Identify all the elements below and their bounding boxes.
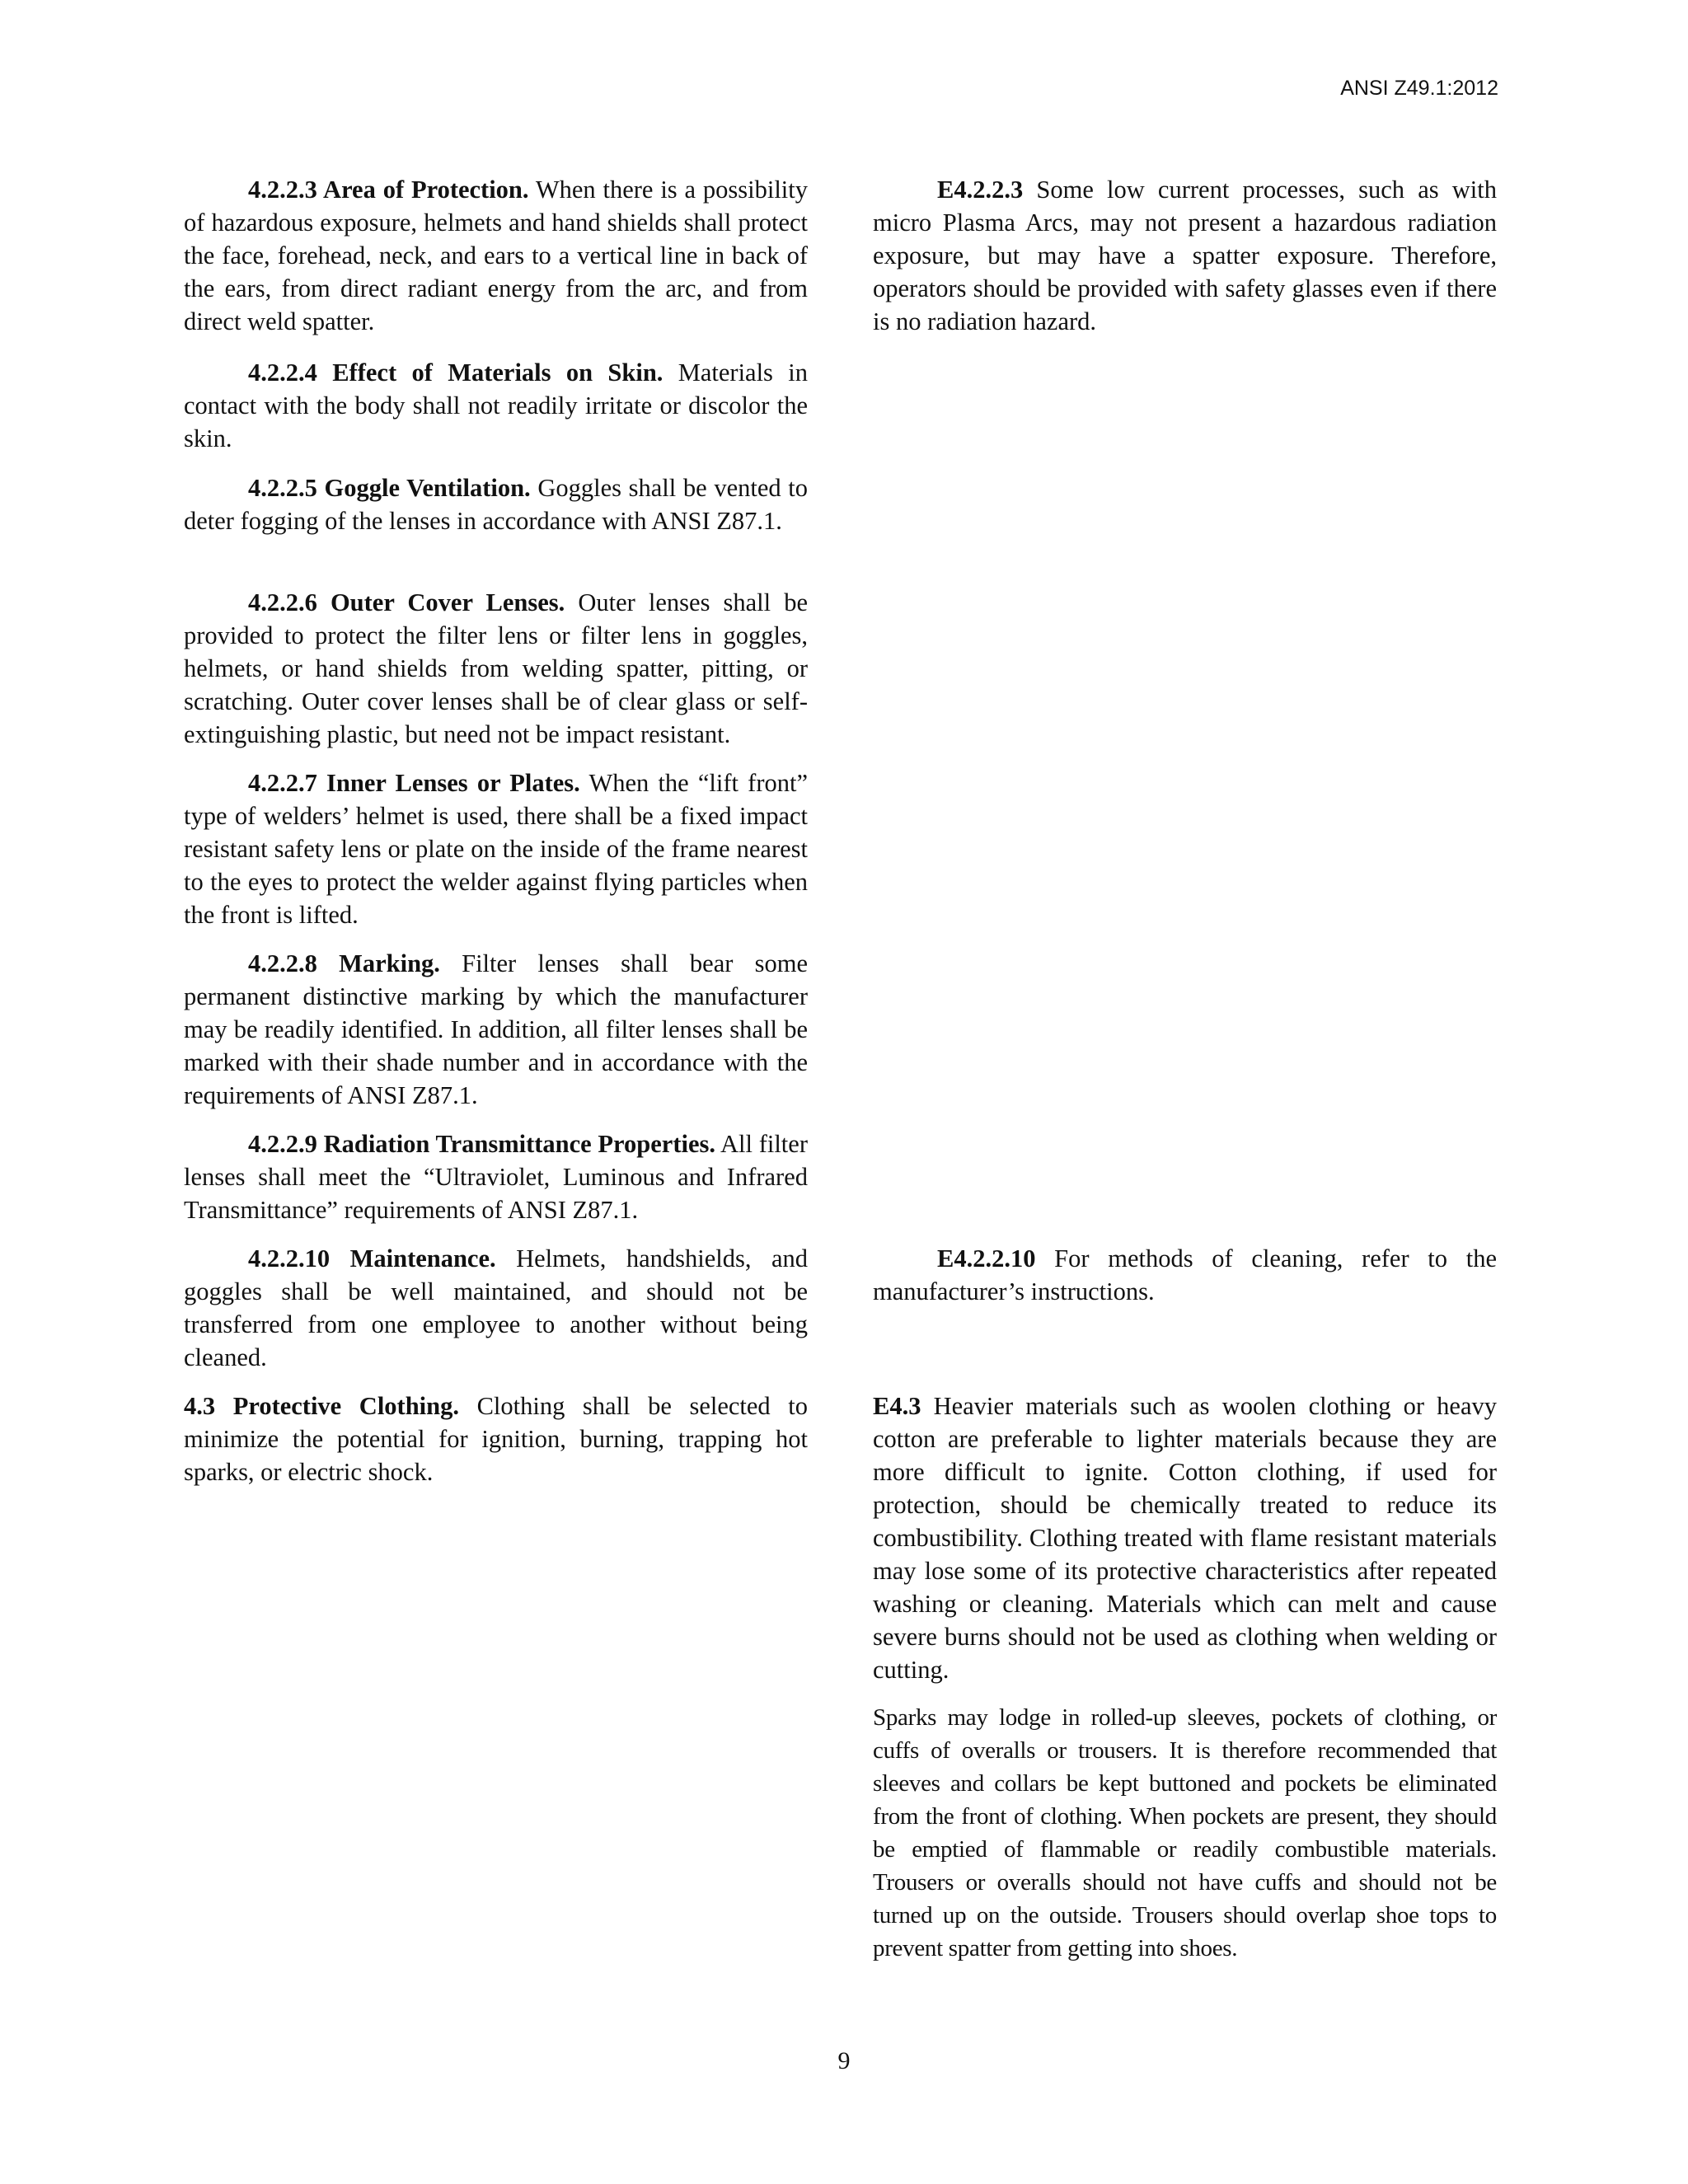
section-4-2-2-9	[184, 1127, 808, 1226]
section-4-3	[184, 1390, 808, 1488]
section-heading: 4.2.2.10 Maintenance.	[248, 1244, 496, 1272]
section-4-2-2-5	[184, 471, 808, 537]
explanation-e4-2-2-10	[873, 1242, 1497, 1308]
section-body: Goggles shall be vented to deter fogging of the lenses in accordance with ANSI Z87.1.	[184, 474, 809, 535]
section-heading: 4.2.2.9 Radiation Transmittance Properties.	[248, 1130, 715, 1158]
running-header: ANSI Z49.1:2012	[1340, 77, 1498, 100]
section-body: Outer lenses shall be provided to protect the filter lens or filter lens in goggles, helmets, or hand shields from welding spatter, pitting, or scratching. Outer cover lenses shall be of clear glass or self-extinguishing plastic, but need not be impact resistant.	[184, 588, 809, 748]
explanation-body: Some low current processes, such as with micro Plasma Arcs, may not present a hazardous radiation exposure, but may have a spatter exposure. Therefore, operators should be provided with safety glasses even if there is no radiation hazard.	[873, 176, 1497, 335]
section-heading: 4.2.2.8 Marking.	[248, 949, 440, 977]
section-heading: 4.3 Protective Clothing.	[184, 1392, 459, 1420]
section-body: When there is a possibility of hazardous exposure, helmets and hand shields shall protect the face, forehead, neck, and ears to a vertical line in back of the ears, from direct radiant energy from the arc, and from direct weld spatter.	[184, 176, 809, 335]
explanation-e4-3-sparks	[873, 1701, 1497, 1965]
section-body: Filter lenses shall bear some permanent distinctive marking by which the manufacturer may be readily identified. In addition, all filter lenses shall be marked with their shade number and in accordance with the requirements of ANSI Z87.1.	[184, 949, 808, 1109]
section-4-2-2-7	[184, 766, 808, 931]
section-heading: 4.2.2.5 Goggle Ventilation.	[248, 474, 531, 502]
explanation-heading: E4.2.2.3	[937, 176, 1024, 204]
section-body: Materials in contact with the body shall not readily irritate or discolor the skin.	[184, 359, 808, 452]
explanation-heading: E4.3	[873, 1392, 921, 1420]
section-body: All filter lenses shall meet the “Ultraviolet, Luminous and Infrared Transmittance” requirements of ANSI Z87.1.	[184, 1130, 808, 1224]
explanation-body: Heavier materials such as woolen clothing or heavy cotton are preferable to lighter materials because they are more difficult to ignite. Cotton clothing, if used for protection, should be chemically treated to reduce its combustibility. Clothing treated with flame resistant materials may lose some of its protective characteristics after repeated washing or cleaning. Materials which can melt and cause severe burns should not be used as clothing when welding or cutting.	[873, 1392, 1497, 1684]
explanation-e4-2-2-3	[873, 173, 1497, 338]
section-4-2-2-8	[184, 947, 808, 1112]
section-body: When the “lift front” type of welders’ helmet is used, there shall be a fixed impact resistant safety lens or plate on the inside of the frame nearest to the eyes to protect the welder against flying particles when the front is lifted.	[184, 769, 808, 929]
explanation-e4-3	[873, 1390, 1497, 1686]
section-heading: 4.2.2.6 Outer Cover Lenses.	[248, 588, 565, 616]
page-number: 9	[837, 2047, 851, 2074]
section-heading: 4.2.2.7 Inner Lenses or Plates.	[248, 769, 580, 797]
section-4-2-2-10	[184, 1242, 808, 1374]
section-body: Helmets, handshields, and goggles shall be well maintained, and should not be transferred from one employee to another without being cleaned.	[184, 1244, 808, 1371]
explanation-heading: E4.2.2.10	[937, 1244, 1036, 1272]
section-heading: 4.2.2.3 Area of Protection.	[248, 176, 529, 204]
section-4-2-2-4	[184, 356, 808, 455]
section-4-2-2-3	[184, 173, 808, 338]
explanation-body: Sparks may lodge in rolled-up sleeves, pockets of clothing, or cuffs of overalls or trousers. It is therefore recommended that sleeves and collars be kept buttoned and pockets be eliminated from the front of clothing. When pockets are present, they should be emptied of flammable or readily combustible materials. Trousers or overalls should not have cuffs and should not be turned up on the outside. Trousers should overlap shoe tops to prevent spatter from getting into shoes.	[873, 1704, 1497, 1961]
section-heading: 4.2.2.4 Effect of Materials on Skin.	[248, 359, 663, 387]
section-body: Clothing shall be selected to minimize the potential for ignition, burning, trapping hot sparks, or electric shock.	[184, 1392, 808, 1486]
explanation-body: For methods of cleaning, refer to the manufacturer’s instructions.	[873, 1244, 1497, 1305]
section-4-2-2-6	[184, 586, 808, 751]
